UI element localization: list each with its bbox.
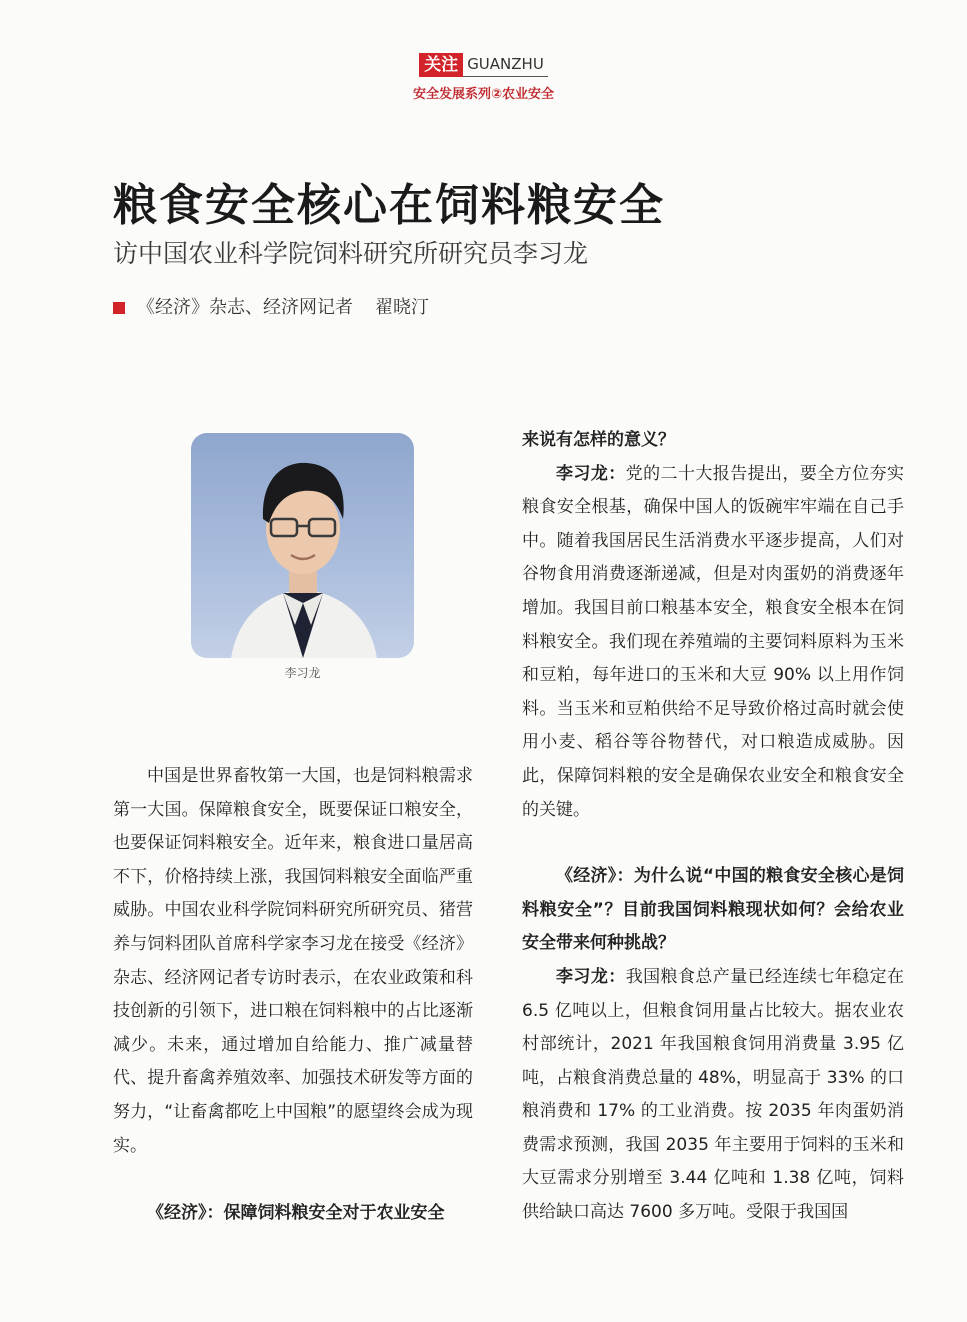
- article-subtitle: 访中国农业科学院饲料研究所研究员李习龙: [113, 239, 589, 268]
- byline-marker-icon: [113, 302, 125, 314]
- section-tag-cn: 关注: [419, 53, 463, 77]
- question1-end: 来说有怎样的意义？: [522, 430, 675, 450]
- answer2-paragraph: [522, 961, 904, 1230]
- byline-source: 《经济》杂志、经济网记者: [137, 297, 353, 318]
- series-label: 安全发展系列②农业安全: [412, 87, 554, 102]
- page-header: [0, 52, 967, 102]
- photo-caption: 李习龙: [284, 666, 321, 680]
- section-tag: [419, 52, 548, 77]
- byline: [113, 294, 813, 322]
- section-tag-en: GUANZHU: [463, 52, 548, 77]
- article-title: 粮食安全核心在饲料粮安全: [113, 180, 665, 231]
- interviewee-photo: [191, 433, 414, 658]
- intro-paragraph: 中国是世界畜牧第一大国，也是饲料粮需求第一大国。保障粮食安全，既要保证口粮安全，也要保证饲料粮安全。近年来，粮食进口量居高不下，价格持续上涨，我国饲料粮安全面临严重威胁。中国农业科学院饲料研究所研究员、猪营养与饲料团队首席科学家李习龙在接受《经济》杂志、经济网记者专访时表示，在农业政策和科技创新的引领下，进口粮在饲料粮中的占比逐渐减少。未来，通过增加自给能力、推广减量替代、提升畜禽养殖效率、加强技术研发等方面的努力，“让畜禽都吃上中国粮”的愿望终会成为现实。: [113, 766, 473, 1156]
- portrait-illustration: [191, 433, 414, 658]
- answer1-text: 党的二十大报告提出，要全方位夯实粮食安全根基，确保中国人的饭碗牢牢端在自己手中。随着我国居民生活消费水平逐步提高，人们对谷物食用消费逐渐递减，但是对肉蛋奶的消费逐年增加。我国目前口粮基本安全，粮食安全根本在饲料粮安全。我们现在养殖端的主要饲料原料为玉米和豆粕，每年进口的玉米和大豆 90% 以上用作饲料。当玉米和豆粕供给不足导致价格过高时就会使用小麦、稻谷等谷物替代，对口粮造成威胁。因此，保障饲料粮的安全是确保农业安全和粮食安全的关键。: [522, 463, 905, 820]
- answer2-text: 我国粮食总产量已经连续七年稳定在 6.5 亿吨以上，但粮食饲用量占比较大。据农业农村部统计，2021 年我国粮食饲用消费量 3.95 亿吨，占粮食消费总量的 48%，明显高于 33% 的口粮消费和 17% 的工业消费。按 2035 年肉蛋奶消费需求预测，我国 2035 年主要用于饲料的玉米和大豆需求分别增至 3.44 亿吨和 1.38 亿吨，饲料供给缺口高达 7600 多万吨。受限于我国国: [522, 966, 905, 1223]
- answer2-speaker: 李习龙：: [556, 966, 626, 987]
- answer1-speaker: 李习龙：: [556, 463, 626, 484]
- right-column: [522, 424, 904, 1230]
- question1-start: 《经济》：保障饲料粮安全对于农业安全: [147, 1203, 445, 1224]
- answer1-paragraph: [522, 458, 904, 828]
- question2: 《经济》：为什么说“中国的粮食安全核心是饲料粮安全”？目前我国饲料粮现状如何？会给农业安全带来何种挑战？: [522, 866, 904, 954]
- left-column: [113, 760, 473, 1231]
- byline-author: 翟晓汀: [375, 297, 429, 318]
